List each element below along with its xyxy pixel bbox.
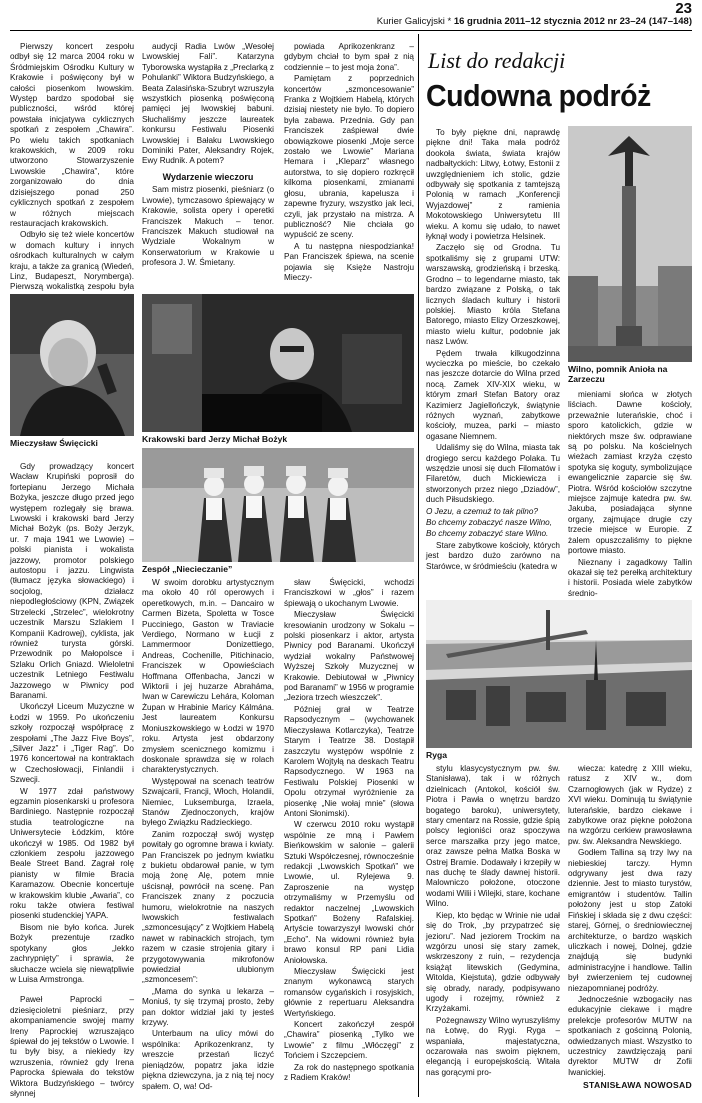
paragraph: sław Święcicki, wchodzi Franciszkowi w „głos” i razem śpiewają o ukochanym Lwowie.: [284, 578, 414, 608]
paragraph: Jednocześnie wzbogaciły nas edukacyjnie ciekawe i mądre prelekcje profesorów MUTW na spotkaniach z gościnną Polonią, odwiedzanych miast. Wszystko to uczestnicy zawdzięczają pani dyrektor MUTW dr Zofii Iwanickiej.: [568, 994, 692, 1077]
paragraph: Pierwszy koncert zespołu odbył się 12 marca 2004 roku w Śródmiejskim Ośrodku Kultury w Krakowie i poświęcony był w całości piosenkom lwowskim. Występ bardzo spodobał się publiczności, wśród której powstała inicjatywa cyklicznych spotkań z zespołem „Chawira”. Po wielu takich spotkaniach krakowskich, w 2009 roku utworzono Stowarzyszenie Lwowskie „Chawira”, które zorganizowało do dnia dzisiejszego ponad 250 cyklicznych spotkań z zespołem w różnych miejscach restauracjach krakowskich.: [10, 42, 134, 228]
paragraph: Nieznany i zagadkowy Tallin okazał się też perełką architektury i historii. Posiada wiele zabytków średnio-: [568, 557, 692, 598]
caption-wilno: Wilno, pomnik Anioła na Zarzeczu: [568, 364, 668, 384]
letter-headline: Cudowna podróż: [426, 78, 651, 113]
section-label: List do redakcji: [428, 48, 566, 73]
paragraph: powiada Aprikozenkranz – gdybym chciał to bym spał z nią codziennie – to jest moja żona”.: [284, 42, 414, 72]
article-column-3-top: [284, 42, 414, 292]
paragraph: Sam mistrz piosenki, pieśniarz (o Lwowie), tymczasowo śpiewający w Krakowie, solista opery i operetki Franciszek Makuch – tenor. Franciszek Makuch studiował na Wydziale Wokalnym w Konserwatorium w Krakowie u profesora J. W. Śmietany.: [142, 185, 274, 268]
page-number: 23: [675, 0, 692, 17]
paragraph: Zanim rozpoczął swój występ powitały go ogromne brawa i kwiaty. Pan Franciszek po jednym kwiatku z bukietu obdarował panie, w tym moją żonę Alę, potem mnie uścisnął, powrócił na scenę. Pan Franciszek znany z poczucia humoru, wielokrotnie na naszych lwowskich festiwalach „szmoncesujący” z Wojtkiem Habelą nawet w rabinackich strojach, tym razem w czasie strojenia gitary i przygotowywania mikrofonów powiedział ulubionym „szmoncesem”:: [142, 829, 274, 985]
paragraph: Odbyło się też wiele koncertów w domach kultury i innych ośrodkach kulturalnych w całym kraju, a także za granicą (Wiedeń, Linz, Budapeszt, Norymberga). Pierwszą wokalistką zespołu była: [10, 230, 134, 292]
column-divider: [418, 34, 419, 1097]
caption-ryga: Ryga: [426, 750, 448, 760]
paragraph: Ukończył Liceum Muzyczne w Łodzi w 1959. Po ukończeniu szkoły rozpoczął współpracę z zespołami „The Jazz Five Boys”, „Silver Jazz” i „Tiger Rag”. Do 1976 koncertował na kontraktach w Czechosłowacji, Finlandii i Szwecji.: [10, 702, 134, 785]
paragraph: Zaczęło się od Grodna. Tu spotkaliśmy się z grupami UTW: warszawską, grodzieńską i brzeską. Grodno – to legendarne miasto, tak bardzo związane z Polską, o tak licznych śladach kultury i historii polskiej. Miasto króla Stefana Batorego, miasto Elizy Orzeszkowej, miasto wielu kultur, podobnie jak nasz Lwów.: [426, 243, 560, 347]
paragraph: „Mama do synka u lekarza – Moniuś, ty się trzymaj prosto, żeby pan doktor widział jaki ty jesteś krzywy.: [142, 986, 274, 1028]
paragraph: audycji Radia Lwów „Wesołej Lwowskiej Fali”. Katarzyna Tyborowska wystąpiła z „Preclarką z Pohulanki” Wiktora Budzyńskiego, a Beata Zalasińska-Szubryt wzruszyła wszystkich piosenką poświęconą pamięci jej lwowskiej babuni. Słuchaliśmy jeszcze laureatek konkursu Festiwalu Piosenki Lwowskiej i Bałaku Lwowskiego Dominiki Pater, Aleksandry Rojek, Ewy Rudnik. A potem?: [142, 42, 274, 166]
photo-zespol: [142, 448, 414, 562]
paragraph: [10, 986, 134, 994]
paragraph: W 1977 zdał państwowy egzamin piosenkarski u profesora Bardiniego. Następnie rozpoczął studia teatrologiczne na Uniwersytecie Łódzkim, które ukończył w 1985. Od 1982 był członkiem zespołu jazzowego Beale Street Band. Zagrał rolę pianisty w filmie Bracia Karamazow. Obecnie koncertuje w krakowskim klubie „Awaria”, co roku także otwiera festiwal piosenki studenckiej YAPA.: [10, 786, 134, 921]
paragraph: W czerwcu 2010 roku wystąpił wspólnie ze mną i Pawłem Bieńkowskim w salonie – galerii Sztuki Współczesnej, równocześnie redakcji „Lwowskich Spotkań” we Lwowie, ul. Rylejewa 9. Zaproszenie na występ otrzymaliśmy w Przemyślu od redaktor naczelnej „Lwowskich Spotkań” Bożeny Rafalskiej. Artyście towarzyszył lwowski chór „Echo”. Na widowni również była brawo konsul RP pani Lidia Aniołowska.: [284, 820, 414, 965]
caption-swiecicki: Mieczysław Święcicki: [10, 438, 98, 448]
paragraph: Za rok do następnego spotkania z Radiem Kraków!: [284, 1062, 414, 1083]
issue-info: 16 grudnia 2011–12 stycznia 2012 nr 23–24 (147–148): [453, 16, 692, 27]
paragraph: Pędem trwała kilkugodzinna wycieczka po mieście, bo czekało nas jeszcze dotarcie do Wilna przed nocą. Zamek XIV-XIX wieku, w którym zmarł Stefan Batory oraz Kazimierz Jagiellończyk, świątynie różnych wyznań, zabytkowe kościoły, muzea, parki – miasto ogasane Niemnem.: [426, 348, 560, 441]
article-column-2-top: [142, 42, 274, 292]
paragraph: wiecza: katedrę z XIII wieku, ratusz z XIV w., dom Czarnogłowych (jak w Rydze) z XVI wieku. Dominują tu świątynie luterańskie, bardzo ciekawe i zabytkowe oraz piękne położona na wzgórzu cerkiew prawosławna pw. św. Aleksandra Newskiego.: [568, 764, 692, 846]
article-column-3-bottom: [284, 578, 414, 1098]
poem-line: O Jezu, a czemuż to tak pilno?: [426, 506, 538, 516]
article-column-2-bottom: [142, 578, 274, 1098]
article-column-1-top: [10, 42, 134, 292]
paragraph: Później grał w Teatrze Rapsodycznym – (wychowanek Mieczysława Kotlarczyka), Teatrze Starym i Teatrze 38. Dostąpił zaszczytu występów wspólnie z Karolem Wojtyłą na deskach Teatru Rapsodycznego. W 1963 na Festiwalu Polskiej Piosenki w Opolu otrzymał wyróżnienie za piosenkę „Nie wołaj mnie” (słowa Antoni Słonimski).: [284, 704, 414, 818]
paragraph: stylu klasycystycznym pw. św. Stanisława), tak i w różnych dzielnicach (Antokol, kościół św. Piotra i Pawła o wnętrzu bardzo bogatego baroku), uniwersytety, stary cmentarz na Rossie, gdzie śpią polscy legioniści oraz spoczywa serce marszałka przy jego matce, oraz zawsze pełna Matka Boska w Ostrej Bramie. Dodawały i krzepiły w nas duchę te ślady dawnej historii. Malowniczo położone, otoczone wodami Wilii i Wilejki, stare, kochane Wilno.: [426, 764, 560, 909]
letter-column-3: [426, 764, 560, 1098]
paragraph: Występował na scenach teatrów Szwajcarii, Francji, Włoch, Holandii, Niemiec, Luksemburga, Izraela, Stanów Zjednoczonych, krajów byłego Związku Radzieckiego.: [142, 776, 274, 828]
poem-line: Bo chcemy zobaczyć nasze Wilno,: [426, 518, 552, 528]
author-signature: STANISŁAWA NOWOSAD: [583, 1080, 692, 1091]
letter-column-2: [568, 390, 692, 596]
paragraph: Mieczysław Święcicki kresowianin urodzony w Sokalu – polski piosenkarz i aktor, artysta Piwnicy pod Baranami. Ukończył wydział wokalny Państwowej Wyższej Szkoły Muzycznej w Krakowie. Debiutował w „Piwnicy pod Baranami” w 1956 w programie „Jeziora trzech wieszczek”.: [284, 610, 414, 703]
page-header: [0, 0, 702, 30]
paragraph: mieniami słońca w złotych liściach. Dawne kościoły, przeważnie luterańskie, choć i sporo katolickich, gdzie w niektórych msze św. odprawiane są po polsku. Na kościelnych wieżach zamiast krzyża często spotyka się koguty, symbolizujące ewangelicznie zaparcie się św. Piotra. Wśród kościołów szczytne miejsce zajmuje katedra pw. św. Jakuba, posiadająca słynne organy, zajmujące drugie czy trzecie miejsce w Europie. Z żalem opuszczaliśmy to piękne portowe miasto.: [568, 390, 692, 556]
paragraph: Pożegnawszy Wilno wyruszyliśmy na Łotwę, do Rygi. Ryga – wspaniała, majestatyczna, oczarowała nas swoim pięknem, elegancją i europejskością. Witała nas gorącymi pro-: [426, 1015, 560, 1077]
caption-zespol: Zespół „Niecieczanie”: [142, 564, 233, 574]
newspaper-name: Kurier Galicyjski *: [376, 16, 452, 27]
paragraph: Mieczysław Święcicki jest znanym wykonawcą starych romansów cygańskich i rosyjskich, głównie z repertuaru Aleksandra Wertyńskiego.: [284, 967, 414, 1018]
photo-bozyk: [142, 294, 414, 432]
paragraph: Udaliśmy się do Wilna, miasta tak drogiego sercu każdego Polaka. Tu wszędzie unosi się duch Filomatów i Filaretów, duch Mickiewicza i stworzonych przez niego „Dziadów”, duch Piłsudskiego.: [426, 443, 560, 505]
photo-swiecicki: [10, 294, 134, 436]
paragraph: A tu następna niespodzianka! Pan Franciszek śpiewa, na scenie pojawia się Księże Nastroju Mieczy-: [284, 241, 414, 282]
article-column-1-bottom: [10, 462, 134, 1098]
paragraph: Paweł Paprocki – dziesięcioletni pieśniarz, przy akompaniamencie swojej mamy Ireny Paprockiej wzruszająco śpiewał do jej tekstów o Lwowie. I tu były bisy, a niekiedy łzy wzruszenia, również gdy Irena Paprocka śpiewała do tekstów Wiktora Budzyńskiego – twórcy słynnej: [10, 995, 134, 1098]
paragraph: Godłem Tallina są trzy lwy na niebieskiej tarczy. Hymn odgrywany jest dwa razy dziennie. Jest to miasto turystów, emigrantów i studentów. Tallin położony jest u stop Zatoki Fińskiej i składa się z dwu części: starej, Górnej, o średniowiecznej architekturze, o bardzo wąskich uliczkach i nowej, Dolnej, gdzie znajdują się budynki administracyjne i handlowe. Tallin był zwierzeniem tej cudownej niezapomnianej podróży.: [568, 848, 692, 993]
paragraph: Pamiętam z poprzednich koncertów „szmoncesowanie” Franka z Wojtkiem Habelą, których dzisiaj niestety nie było. To dopiero była zabawa. Przednia. Gdy pan Franciszek zaśpiewał dwie obowiązkowe piosenki „Moje serce zostało we Lwowie” Mariana Hemara i „Kleparz” własnego autorstwa, to się dopiero rozkręcił kilkoma piosenkami, zmianami głosu, ubrania, kapelusza i zapewne fryzury, wszystko jak leci, czyli, jak przystało na mistrza. A publiczność? Nie chciała go wypuścić ze sceny.: [284, 74, 414, 240]
header-rule: [10, 30, 692, 31]
paragraph: W swoim dorobku artystycznym ma około 40 ról operowych i operetkowych, m.in. – Dancairo w Carmen Bizeta, Spoletta w Tosce Pucciniego, Gaston w Traviacie Verdiego, Normano w Łucji z Lammermoor Donizettiego, Andreas, Cochenille, Pitichinacio, Franciszek w Opowieściach Hoffmana Offenbacha, Janczi w Wiktorii i jej huzarze Abraháma, Iwan w Carewiczu Lehára, Koloman Żupan w Hrabinie Maricy Kálmána. Jest laureatem Konkursu Moniuszkowskiego w Łodzi w 1970 roku. Artysta jest obdarzony zmysłem scenicznego komizmu i doskonale sprawdza się w rolach charakterystycznych.: [142, 578, 274, 775]
subheading: Wydarzenie wieczoru: [162, 171, 254, 182]
poem-line: Bo chcemy zobaczyć stare Wilno.: [426, 529, 549, 539]
paragraph: Stare zabytkowe kościoły, których jest bardzo dużo zarówno na Starówce, w śródmieściu (katedra w: [426, 540, 560, 571]
caption-bozyk: Krakowski bard Jerzy Michał Bożyk: [142, 434, 288, 444]
paragraph: Koncert zakończył zespół „Chawira” piosenką „Tylko we Lwowie” z filmu „Włóczęgi” z Tońciem i Szczepciem.: [284, 1020, 414, 1061]
letter-column-1: [426, 128, 560, 594]
photo-wilno: [568, 126, 692, 362]
paragraph: Bisom nie było końca. Jurek Bożyk prezentuje rzadko spotykany głos „lekko zachrypnięty” i sprawia, że słuchacze wciela się niewątpliwie w Luisa Armstronga.: [10, 922, 134, 984]
paragraph: Gdy prowadzący koncert Wacław Krupiński poprosił do fortepianu Jerzego Michała Bożyka, jeszcze długo przed jego występem rozlegały się brawa. Lwowski i krakowski bard Jerzy Michał Bożyk (ps. Boży Jerzyk, ur. 7 maja 1941 we Lwowie) – polski pianista i wokalista jazzowy, promotor polskiego autostopu i jazzu. Lingwista (tłumacz języka słowackiego) i socjolog, działacz niepodległościowy (KPN, Związek Strzelecki „Strzelec”, wielokrotny uczestnik Marszu Szlakiem I Kompanii Kadrowej), cyklista, jak również turysta górski. Przewodnik po Małopolsce i Szlaku Orlich Gniazd. Wieloletni uczestnik Letniego Festiwalu Jazzowego w Piwnicy pod Baranami.: [10, 462, 134, 700]
photo-ryga: [426, 600, 692, 748]
letter-column-4: [568, 764, 692, 1098]
paragraph: Kiep, kto będąc w Wrinie nie udał się do Trok, „by przypatrzeć się jezioru”. Nad jeziorem Trockim na wzgórzu unosi się stary zamek, wskrzeszony z ruin, – rezydencja książąt litewskich (Gedymina, Witolda, Kiejstuta), gdzie odbywały się obrady, narady, podpisywano ugody i rozejmy, również z Krzyżakami.: [426, 910, 560, 1014]
paragraph: Unterbaum na ulicy mówi do wspólnika: Aprikozenkranz, ty wreszcie przestań liczyć pieniądzów, popatrz jaka idzie piękna dziewczyna, ja z nią tej nocy spałem. O, wa! Od-: [142, 1029, 274, 1091]
running-head: [377, 16, 692, 27]
paragraph: To były piękne dni, naprawdę piękne dni! Taka mała podróż dookoła świata, świata krajów nadbałtyckich: Litwy, Łotwy, Estonii z uwzględnieniem ich stolic, gdzie odbywały się spotkania z tamtejszą Polonią w ramach „Konferencji Wyjazdowej” z ramienia Mokotowskiego Uniwersytetu III wieku. A komu się udało, to nawet łyknął wody i powietrza Helsinek.: [426, 128, 560, 242]
